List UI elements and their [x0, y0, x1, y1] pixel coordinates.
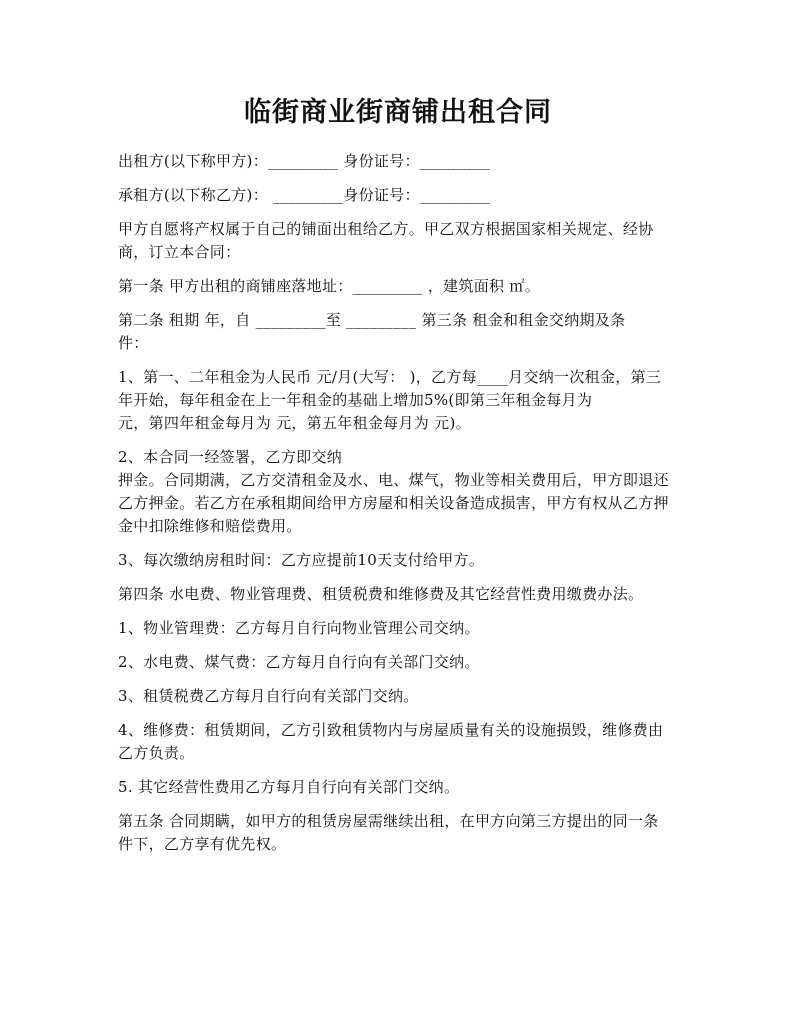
- text-line: 3、每次缴纳房租时间：乙方应提前10天支付给甲方。: [118, 551, 485, 569]
- paragraph-rent-terms: [118, 366, 678, 435]
- text-line: 1、第一、二年租金为人民币 元/月(大写： )，乙方每____月交纳一次租金，第三: [118, 368, 662, 386]
- paragraph-lessee: [118, 184, 678, 207]
- text-line: 2、水电费、煤气费：乙方每月自行向有关部门交纳。: [118, 653, 480, 671]
- text-line: 元，第四年租金每月为 元，第五年租金每月为 元)。: [118, 414, 471, 432]
- paragraph-payment-time: [118, 549, 678, 572]
- text-line: 押金。合同期满，乙方交清租金及水、电、煤气，物业等相关费用后，甲方即退还: [118, 471, 669, 489]
- text-line: 商，订立本合同：: [118, 243, 241, 261]
- text-line: 件：: [118, 334, 149, 352]
- text-line: 第五条 合同期瞒，如甲方的租赁房屋需继续出租，在甲方向第三方提出的同一条: [118, 812, 659, 830]
- paragraph-repair-fee: [118, 719, 678, 765]
- text-line: 5. 其它经营性费用乙方每月自行向有关部门交纳。: [118, 778, 460, 796]
- text-line: 2、本合同一经签署，乙方即交纳: [118, 448, 343, 466]
- paragraph-article-4: [118, 583, 678, 606]
- paragraph-article-2-3: [118, 309, 678, 355]
- paragraph-article-5: [118, 810, 678, 856]
- text-line: 乙方负责。: [118, 744, 195, 762]
- text-line: 3、租赁税费乙方每月自行向有关部门交纳。: [118, 687, 419, 705]
- text-line: 4、维修费：租赁期间，乙方引致租赁物内与房屋质量有关的设施损毁，维修费由: [118, 721, 664, 739]
- paragraph-other-fee: [118, 776, 678, 799]
- text-line: 乙方押金。若乙方在承租期间给甲方房屋和相关设备造成损害，甲方有权从乙方押: [118, 494, 669, 512]
- paragraph-lessor: [118, 150, 678, 173]
- text-line: 第二条 租期 年，自 _________至 _________ 第三条 租金和租金交纳期及条: [118, 311, 626, 329]
- text-line: 甲方自愿将产权属于自己的铺面出租给乙方。甲乙双方根据国家相关规定、经协: [118, 220, 654, 238]
- text-line: 出租方(以下称甲方)：_________ 身份证号：_________: [118, 152, 490, 170]
- paragraph-property-fee: [118, 617, 678, 640]
- text-line: 金中扣除维修和赔偿费用。: [118, 517, 302, 535]
- paragraph-article-1: [118, 275, 678, 298]
- paragraph-deposit: [118, 446, 678, 538]
- paragraph-preamble: [118, 218, 678, 264]
- text-line: 第一条 甲方出租的商铺座落地址：_________ ，建筑面积 ㎡。: [118, 277, 541, 295]
- paragraph-utility-fee: [118, 651, 678, 674]
- document-body: [118, 150, 678, 867]
- text-line: 承租方(以下称乙方)： _________身份证号：_________: [118, 186, 490, 204]
- document-title: 临街商业街商铺出租合同: [244, 97, 552, 128]
- text-line: 第四条 水电费、物业管理费、租赁税费和维修费及其它经营性费用缴费办法。: [118, 585, 644, 603]
- paragraph-tax-fee: [118, 685, 678, 708]
- text-line: 年开始，每年租金在上一年租金的基础上增加5%(即第三年租金每月为: [118, 391, 593, 409]
- text-line: 1、物业管理费：乙方每月自行向物业管理公司交纳。: [118, 619, 480, 637]
- text-line: 件下，乙方享有优先权。: [118, 835, 287, 853]
